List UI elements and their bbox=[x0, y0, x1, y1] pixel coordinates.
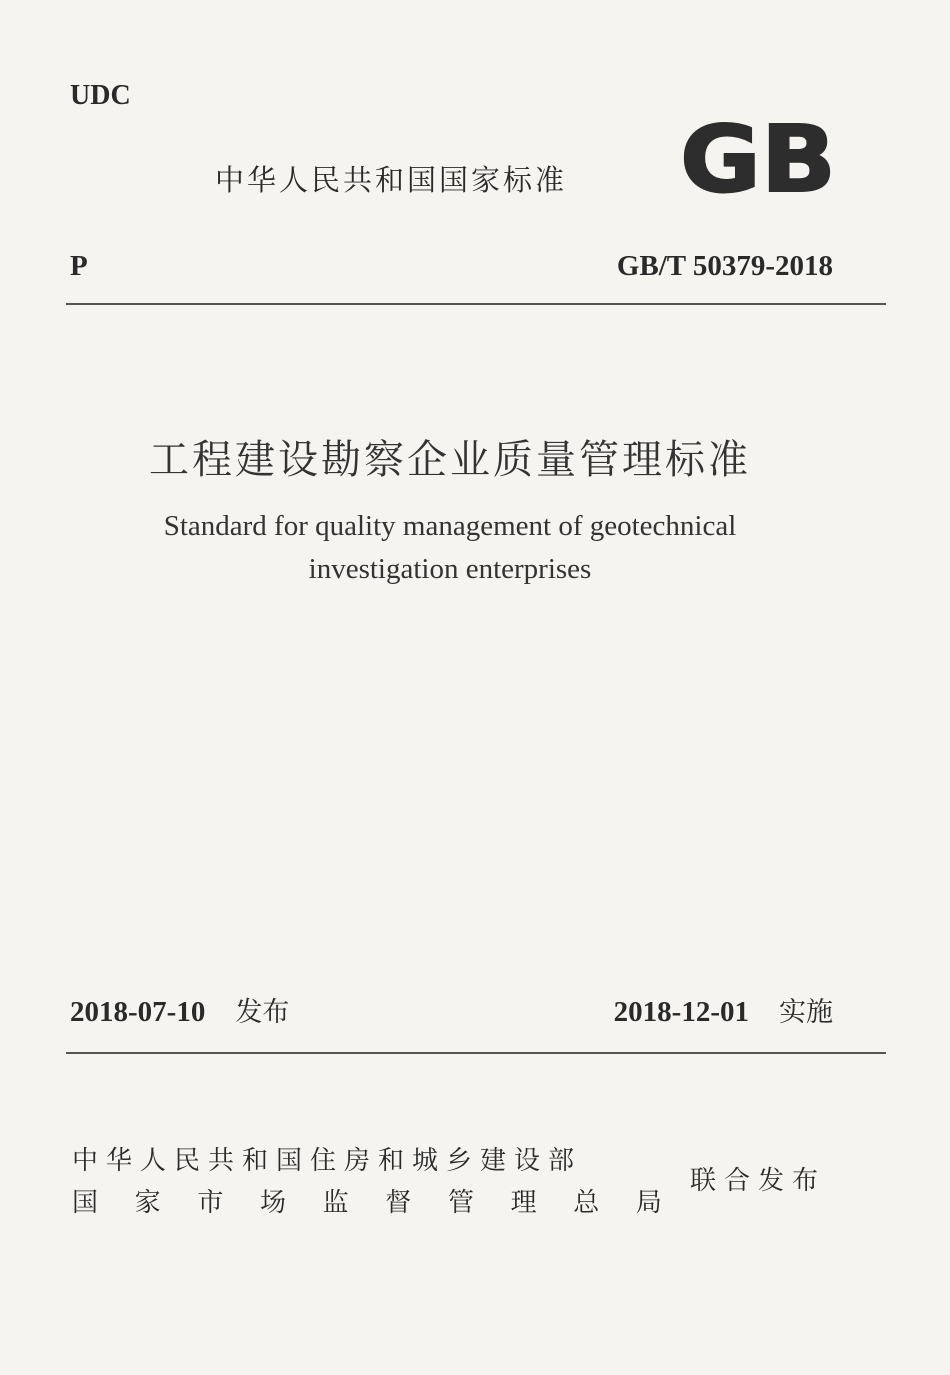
joint-publish-label: 联合发布 bbox=[690, 1166, 827, 1196]
publisher-char: 理 bbox=[510, 1188, 537, 1218]
national-standard-heading: 中华人民共和国国家标准 bbox=[215, 163, 568, 197]
publisher-char: 国 bbox=[72, 1188, 99, 1218]
issue-date-block bbox=[70, 990, 289, 1029]
publisher-char: 家 bbox=[134, 1188, 161, 1218]
title-english-line1: Standard for quality management of geotechnical bbox=[163, 510, 737, 542]
standard-number: GB/T 50379-2018 bbox=[616, 250, 833, 282]
title-english-line2: investigation enterprises bbox=[308, 553, 592, 585]
effective-date-block bbox=[614, 990, 833, 1029]
publisher-char: 监 bbox=[322, 1188, 349, 1218]
publisher-char: 局 bbox=[635, 1188, 662, 1218]
publisher-char: 管 bbox=[447, 1188, 474, 1218]
effective-date: 2018-12-01 bbox=[613, 996, 749, 1028]
udc-label: UDC bbox=[70, 80, 131, 111]
gb-logo bbox=[680, 113, 838, 197]
publisher-char: 市 bbox=[197, 1188, 224, 1218]
top-divider bbox=[66, 303, 886, 305]
issue-label: 发布 bbox=[235, 997, 290, 1028]
classification-code: P bbox=[70, 250, 88, 282]
title-chinese: 工程建设勘察企业质量管理标准 bbox=[149, 437, 751, 483]
publisher-ministry: 中华人民共和国住房和城乡建设部 bbox=[72, 1146, 583, 1176]
publisher-char: 场 bbox=[259, 1188, 286, 1218]
effective-label: 实施 bbox=[779, 997, 833, 1028]
bottom-divider bbox=[66, 1052, 886, 1054]
publisher-administration bbox=[72, 1182, 662, 1219]
gb-logo-text: GB bbox=[680, 113, 836, 197]
publisher-char: 督 bbox=[385, 1188, 412, 1218]
publisher-char: 总 bbox=[573, 1188, 600, 1218]
title-english bbox=[0, 505, 900, 591]
issue-date: 2018-07-10 bbox=[70, 996, 206, 1028]
